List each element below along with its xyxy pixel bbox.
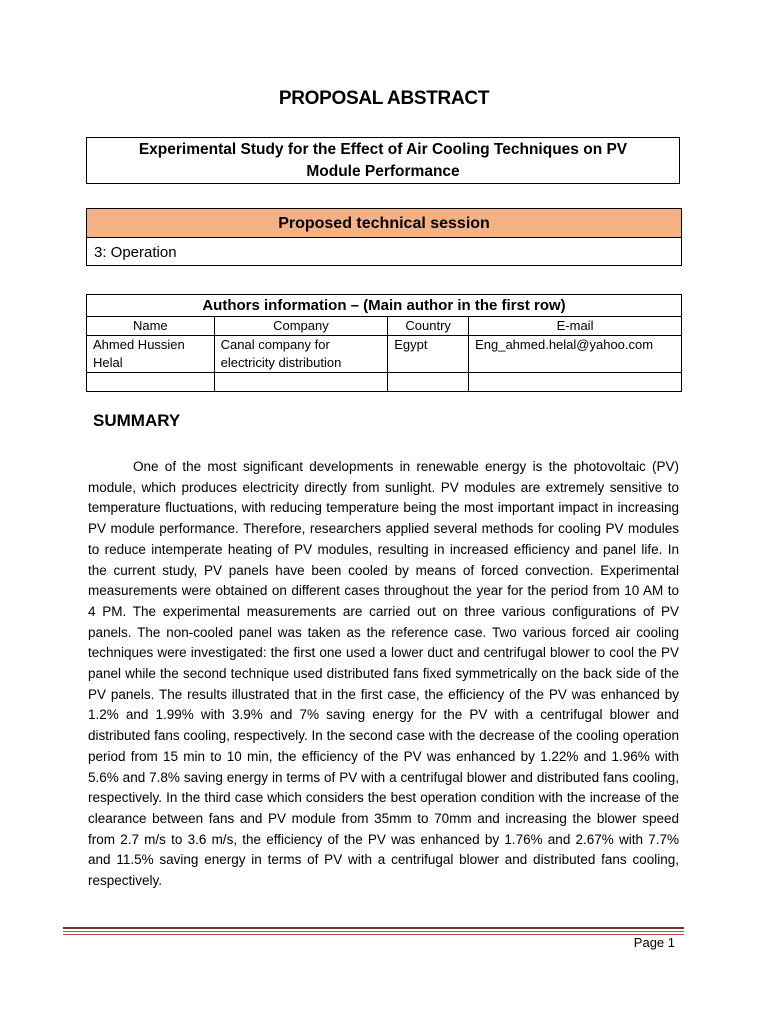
authors-table xyxy=(86,294,682,392)
author-company-cell xyxy=(214,336,388,373)
author-company-line-2: electricity distribution xyxy=(220,355,342,370)
empty-cell xyxy=(469,373,682,392)
page-number: Page 1 xyxy=(633,935,675,950)
empty-cell xyxy=(87,373,215,392)
column-header-country: Country xyxy=(388,317,469,336)
authors-columns-row xyxy=(87,317,682,336)
page-title: PROPOSAL ABSTRACT xyxy=(278,88,490,109)
footer-rule-thin xyxy=(63,934,684,935)
author-country-cell: Egypt xyxy=(388,336,469,373)
empty-cell xyxy=(388,373,469,392)
author-name-cell xyxy=(87,336,215,373)
empty-cell xyxy=(214,373,388,392)
table-row-empty xyxy=(87,373,682,392)
technical-session-value: 3: Operation xyxy=(86,237,682,266)
footer-rule-thick xyxy=(63,927,684,929)
column-header-name: Name xyxy=(87,317,215,336)
author-company-line-1: Canal company for xyxy=(220,337,330,352)
column-header-email: E-mail xyxy=(469,317,682,336)
footer-rule-thin xyxy=(63,931,684,932)
authors-table-header-row xyxy=(87,295,682,317)
column-header-company: Company xyxy=(214,317,388,336)
proposal-title-line-1: Experimental Study for the Effect of Air Cooling Techniques on PV xyxy=(138,141,628,158)
author-name-line-1: Ahmed Hussien xyxy=(93,337,185,352)
table-row xyxy=(87,336,682,373)
technical-session-header: Proposed technical session xyxy=(86,208,682,238)
proposal-title-line-2: Module Performance xyxy=(306,163,460,180)
proposal-title-box xyxy=(86,137,680,184)
author-email-cell: Eng_ahmed.helal@yahoo.com xyxy=(469,336,682,373)
summary-heading: SUMMARY xyxy=(93,411,181,430)
summary-paragraph: One of the most significant developments in renewable energy is the photovoltaic (PV) module, which produces electricity directly from sunlight. PV modules are extremely sensitive to temperature fluctuations, with reducing temperature being the most important impact in increasing PV module performance. Therefore, researchers applied several methods for cooling PV modules to reduce intemperate heating of PV modules, resulting in increased efficiency and panel life. In the current study, PV panels have been cooled by means of forced convection. Experimental measurements were obtained on different cases throughout the year for the period from 10 AM to 4 PM. The experimental measurements are carried out on three various configurations of PV panels. The non-cooled panel was taken as the reference case. Two various forced air cooling techniques were investigated: the first one used a lower duct and centrifugal blower to cool the PV panel while the second technique used distributed fans fixed symmetrically on the back side of the PV panels. The results illustrated that in the first case, the efficiency of the PV was enhanced by 1.2% and 1.99% with 3.9% and 7% saving energy for the PV with a centrifugal blower and distributed fans cooling, respectively. In the second case with the decrease of the cooling operation period from 15 min to 10 min, the efficiency of the PV was enhanced by 1.22% and 1.96% with 5.6% and 7.8% saving energy in terms of PV with a centrifugal blower and distributed fans cooling, respectively. In the third case which considers the best operation condition with the increase of the clearance between fans and PV module from 35mm to 70mm and increasing the blower speed from 2.7 m/s to 3.6 m/s, the efficiency of the PV was enhanced by 1.76% and 2.67% with 7.7% and 11.5% saving energy in terms of PV with a centrifugal blower and distributed fans cooling, respectively. xyxy=(88,459,679,889)
authors-table-header: Authors information – (Main author in the first row) xyxy=(87,295,682,317)
author-name-line-2: Helal xyxy=(93,355,123,370)
